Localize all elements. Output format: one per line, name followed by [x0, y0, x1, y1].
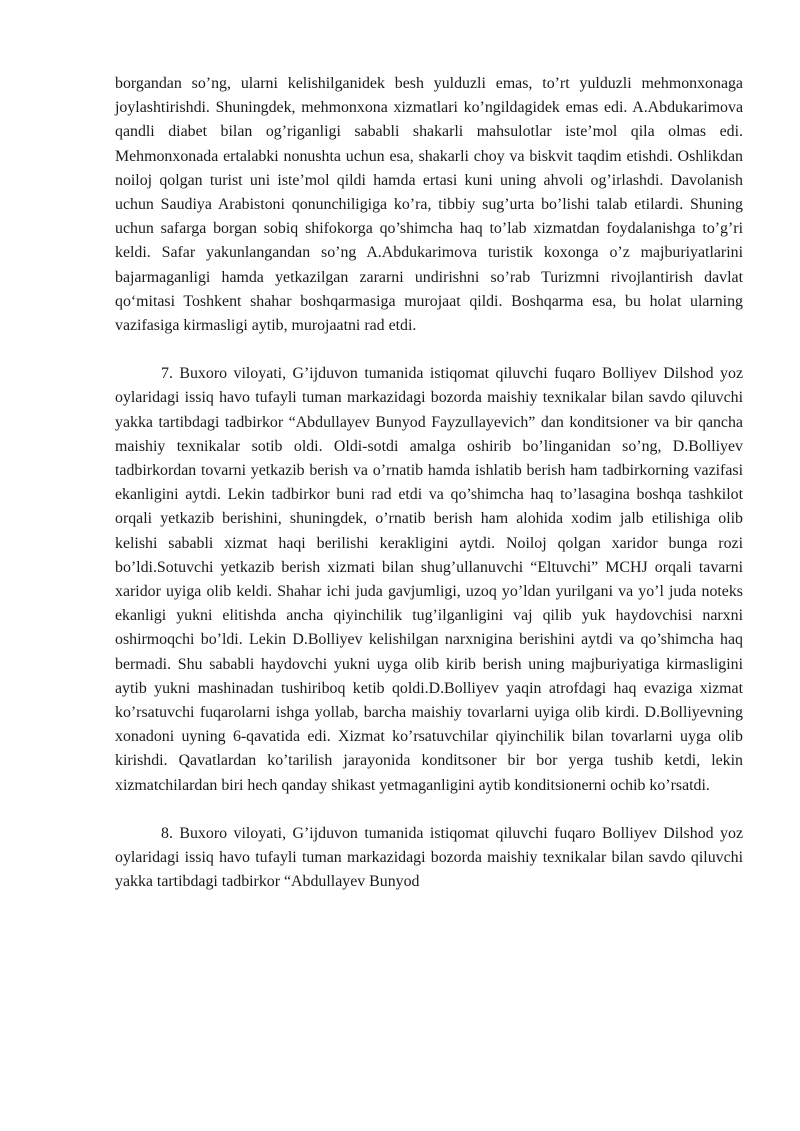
document-page	[115, 72, 743, 895]
paragraph-case-7: 7. Buxoro viloyati, G’ijduvon tumanida istiqomat qiluvchi fuqaro Bolliyev Dilshod yoz oylaridagi issiq havo tufayli tuman markazidagi bozorda maishiy texnikalar bilan savdo qiluvchi yakka tartibdagi tadbirkor “Abdullayev Bunyod Fayzullayevich” dan konditsioner va bir qancha maishiy texnikalar sotib oldi. Oldi-sotdi amalga oshirib bo’linganidan so’ng, D.Bolliyev tadbirkordan tovarni yetkazib berish va o’rnatib hamda ishlatib berish ham tadbirkorning vazifasi ekanligini aytdi. Lekin tadbirkor buni rad etdi va qo’shimcha haq to’lasagina boshqa tashkilot orqali yetkazib berishini, shuningdek, o’rnatib berish ham alohida xodim jalb etilishiga olib kelishi sababli xizmat haqi berilishi kerakligini aytdi. Noiloj qolgan xaridor bunga rozi bo’ldi.Sotuvchi yetkazib berish xizmati bilan shug’ullanuvchi “Eltuvchi” MCHJ orqali tavarni xaridor uyiga olib keldi. Shahar ichi juda gavjumligi, uzoq yo’ldan yurilgani va yo’l juda noteks ekanligi yukni elitishda ancha qiyinchilik tug’ilganligini vaj qilib yuk haydovchisi narxni oshirmoqchi bo’ldi. Lekin D.Bolliyev kelishilgan narxnigina berishini aytdi va qo’shimcha haq bermadi. Shu sababli haydovchi yukni uyga olib kirib berish uning majburiyatiga kirmasligini aytib yukni mashinadan tushiriboq ketib qoldi.D.Bolliyev yaqin atrofdagi haq evaziga xizmat ko’rsatuvchi fuqarolarni ishga yollab, barcha maishiy tovarlarni uyiga olib kirdi. D.Bolliyevning xonadoni uyning 6-qavatida edi. Xizmat ko’rsatuvchilar qiyinchilik bilan tovarlarni uyga olib kirishdi. Qavatlardan ko’tarilish jarayonida konditsoner bir bor yerga tushib ketdi, lekin xizmatchilardan biri hech qanday shikast yetmaganligini aytib konditsionerni ochib ko’rsatdi.	[115, 365, 743, 794]
paragraph-case-8: 8. Buxoro viloyati, G’ijduvon tumanida istiqomat qiluvchi fuqaro Bolliyev Dilshod yoz oylaridagi issiq havo tufayli tuman markazidagi bozorda maishiy texnikalar bilan savdo qiluvchi yakka tartibdagi tadbirkor “Abdullayev Bunyod	[115, 824, 743, 891]
paragraph-continuation: borgandan so’ng, ularni kelishilganidek besh yulduzli emas, to’rt yulduzli mehmonxonaga joylashtirishdi. Shuningdek, mehmonxona xizmatlari ko’ngildagidek emas edi. A.Abdukarimova qandli diabet bilan og’riganligi sababli shakarli mahsulotlar iste’mol qila olmas edi. Mehmonxonada ertalabki nonushta uchun esa, shakarli choy va biskvit taqdim etishdi. Oshlikdan noiloj qolgan turist uni iste’mol qildi hamda ertasi kuni uning ahvoli og’irlashdi. Davolanish uchun Saudiya Arabistoni qonunchiligiga ko’ra, tibbiy sug’urta bo’lishi talab etilardi. Shuning uchun safarga borgan sobiq shifokorga qo’shimcha haq to’lab xizmatdan foydalanishga to’g’ri keldi. Safar yakunlangandan so’ng A.Abdukarimova turistik koxonga o’z majburiyatlarini bajarmaganligi hamda yetkazilgan zararni undirishni so’rab Turizmni rivojlantirish davlat qo‘mitasi Toshkent shahar boshqarmasiga murojaat qildi. Boshqarma esa, bu holat ularning vazifasiga kirmasligi aytib, murojaatni rad etdi.	[115, 75, 743, 335]
paragraph-spacer	[115, 798, 743, 822]
paragraph-spacer	[115, 338, 743, 362]
